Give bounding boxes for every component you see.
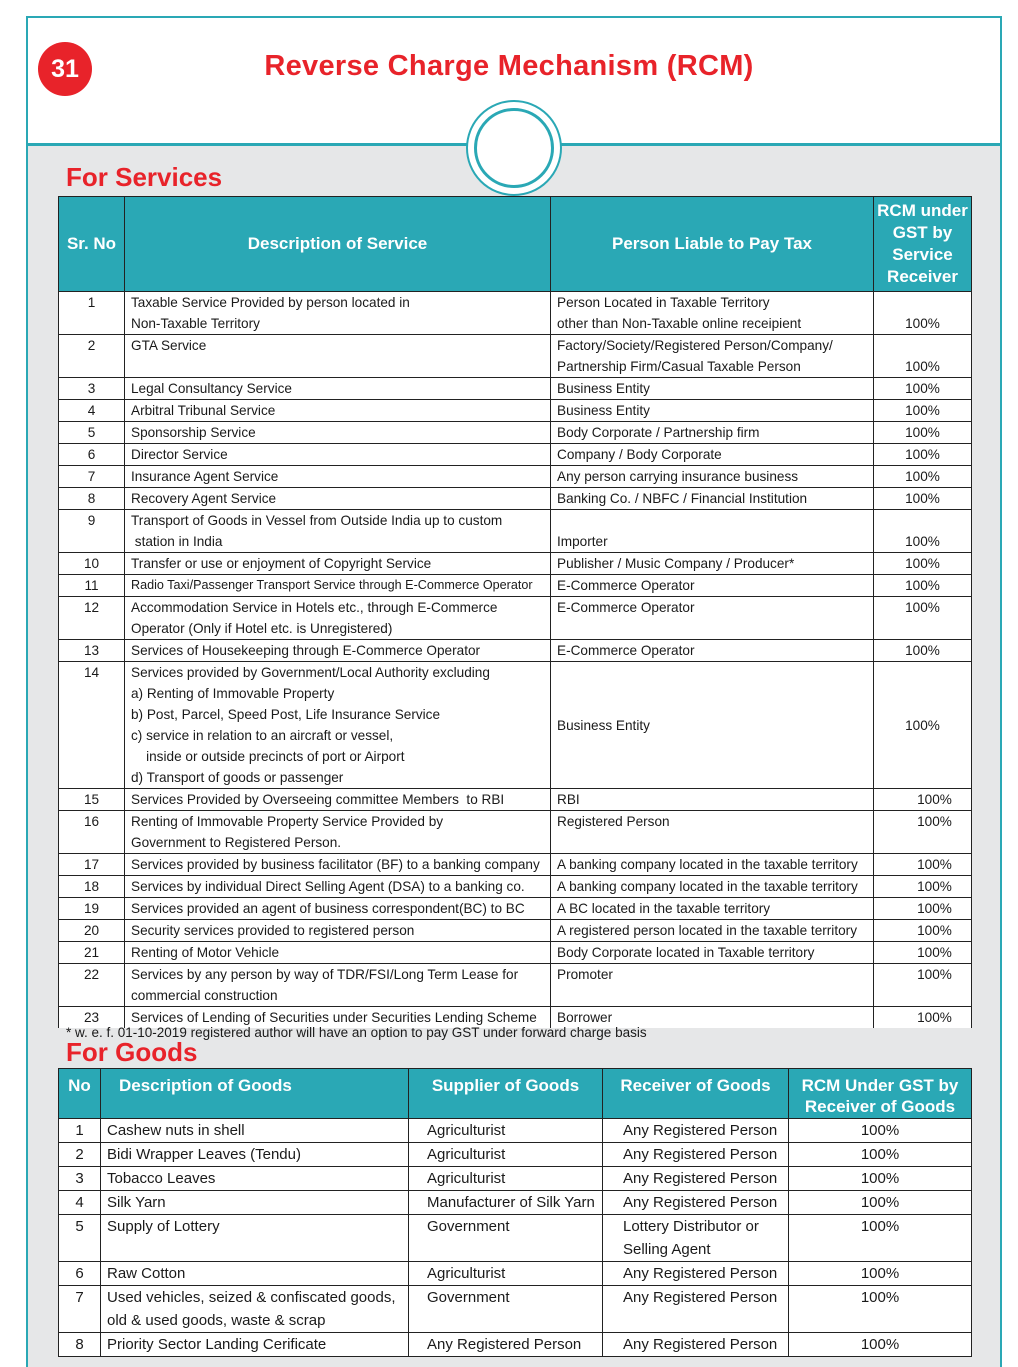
receiver-of-goods-line: Any Registered Person (623, 1170, 778, 1187)
person-liable-line: E-Commerce Operator (557, 578, 695, 593)
service-description-line: Radio Taxi/Passenger Transport Service through E-Commerce Operator (131, 578, 533, 592)
table-row (59, 1191, 972, 1215)
rcm-percentage: 100% (789, 1167, 972, 1191)
person-liable (551, 789, 874, 811)
person-liable-line: Business Entity (557, 403, 650, 418)
service-description-line: inside or outside precincts of port or Airport (131, 749, 405, 764)
person-liable-line: A registered person located in the taxable territory (557, 923, 857, 938)
row-number: 3 (59, 1167, 101, 1191)
services-section-title: For Services (66, 162, 223, 192)
person-liable (551, 876, 874, 898)
service-description (125, 510, 551, 553)
service-description (125, 854, 551, 876)
service-description (125, 400, 551, 422)
service-description-line: commercial construction (131, 988, 278, 1003)
service-description-line: Operator (Only if Hotel etc. is Unregistered) (131, 621, 393, 636)
services-table (58, 196, 972, 1028)
person-liable-line: Company / Body Corporate (557, 447, 722, 462)
service-description-line: Services provided an agent of business correspondent(BC) to BC (131, 901, 525, 916)
service-description (125, 942, 551, 964)
person-liable-line: Body Corporate located in Taxable territory (557, 945, 815, 960)
service-description (125, 575, 551, 597)
col-header-no: No (59, 1069, 101, 1119)
page-number-badge: 31 (38, 42, 92, 96)
person-liable (551, 942, 874, 964)
rcm-percentage: 100% (789, 1286, 972, 1333)
rcm-percentage: 100% (789, 1143, 972, 1167)
person-liable (551, 510, 874, 553)
person-liable-line: A banking company located in the taxable territory (557, 857, 858, 872)
service-description-line: Transport of Goods in Vessel from Outside India up to custom (131, 513, 503, 528)
receiver-of-goods-line: Any Registered Person (623, 1265, 778, 1282)
table-row (59, 1215, 972, 1262)
service-description-line: Government to Registered Person. (131, 835, 342, 850)
supplier-of-goods: Government (409, 1286, 603, 1333)
row-number: 7 (59, 1286, 101, 1333)
row-number: 10 (59, 553, 125, 575)
table-row (59, 1262, 972, 1286)
person-liable (551, 444, 874, 466)
rcm-percentage: 100% (874, 422, 972, 444)
person-liable-line: Publisher / Music Company / Producer* (557, 556, 795, 571)
service-description-line: Accommodation Service in Hotels etc., through E-Commerce (131, 600, 498, 615)
goods-description (101, 1262, 409, 1286)
person-liable-line: E-Commerce Operator (557, 600, 695, 615)
goods-description-line: Used vehicles, seized & confiscated goods, (107, 1289, 396, 1306)
rcm-percentage: 100% (874, 335, 972, 378)
person-liable-line: Banking Co. / NBFC / Financial Institution (557, 491, 808, 506)
row-number: 21 (59, 942, 125, 964)
goods-description (101, 1286, 409, 1333)
goods-description (101, 1167, 409, 1191)
rcm-percentage: 100% (874, 575, 972, 597)
table-row (59, 1143, 972, 1167)
person-liable-line: Registered Person (557, 814, 670, 829)
supplier-of-goods: Agriculturist (409, 1143, 603, 1167)
rcm-percentage: 100% (874, 597, 972, 640)
service-description-line: Services by any person by way of TDR/FSI/Long Term Lease for (131, 967, 519, 982)
row-number: 8 (59, 488, 125, 510)
service-description (125, 662, 551, 789)
service-description-line: Non-Taxable Territory (131, 316, 260, 331)
service-description-line: Sponsorship Service (131, 425, 256, 440)
row-number: 5 (59, 1215, 101, 1262)
supplier-of-goods: Agriculturist (409, 1119, 603, 1143)
row-number: 22 (59, 964, 125, 1007)
rcm-percentage: 100% (874, 640, 972, 662)
receiver-of-goods-line: Lottery Distributor or (623, 1218, 759, 1235)
decorative-ring-inner (474, 108, 554, 188)
row-number: 8 (59, 1333, 101, 1357)
service-description-line: b) Post, Parcel, Speed Post, Life Insurance Service (131, 707, 441, 722)
rcm-percentage: 100% (874, 898, 972, 920)
supplier-of-goods: Agriculturist (409, 1262, 603, 1286)
person-liable-line: Any person carrying insurance business (557, 469, 799, 484)
receiver-of-goods-line: Any Registered Person (623, 1194, 778, 1211)
goods-description-line: Raw Cotton (107, 1265, 186, 1282)
rcm-percentage: 100% (874, 964, 972, 1007)
row-number: 20 (59, 920, 125, 942)
col-header-supplier: Supplier of Goods (409, 1069, 603, 1119)
receiver-of-goods (603, 1333, 789, 1357)
col-header-sr-no: Sr. No (59, 197, 125, 292)
row-number: 3 (59, 378, 125, 400)
person-liable-line: A banking company located in the taxable territory (557, 879, 858, 894)
table-row (59, 942, 972, 964)
service-description (125, 466, 551, 488)
rcm-percentage: 100% (874, 942, 972, 964)
row-number: 12 (59, 597, 125, 640)
col-header-rcm-line: GST by (892, 223, 953, 242)
service-description-line: Renting of Motor Vehicle (131, 945, 280, 960)
goods-description-line: Silk Yarn (107, 1194, 166, 1211)
person-liable-line: E-Commerce Operator (557, 643, 695, 658)
rcm-percentage: 100% (874, 488, 972, 510)
service-description-line: Recovery Agent Service (131, 491, 277, 506)
person-liable (551, 597, 874, 640)
table-row (59, 510, 972, 553)
service-description-line: a) Renting of Immovable Property (131, 686, 335, 701)
table-row (59, 400, 972, 422)
table-row (59, 1286, 972, 1333)
goods-table-body (59, 1119, 972, 1357)
goods-description (101, 1333, 409, 1357)
receiver-of-goods (603, 1167, 789, 1191)
service-description (125, 292, 551, 335)
row-number: 19 (59, 898, 125, 920)
service-description-line: Insurance Agent Service (131, 469, 279, 484)
person-liable (551, 488, 874, 510)
service-description-line: Arbitral Tribunal Service (131, 403, 276, 418)
col-header-receiver: Receiver of Goods (603, 1069, 789, 1119)
person-liable (551, 400, 874, 422)
rcm-percentage: 100% (874, 400, 972, 422)
person-liable-line: RBI (557, 792, 580, 807)
person-liable (551, 335, 874, 378)
person-liable-line: Borrower (557, 1010, 613, 1025)
goods-description (101, 1215, 409, 1262)
rcm-percentage: 100% (874, 876, 972, 898)
service-description (125, 811, 551, 854)
table-row (59, 1167, 972, 1191)
row-number: 6 (59, 1262, 101, 1286)
service-description-line: Services of Housekeeping through E-Commerce Operator (131, 643, 481, 658)
table-row (59, 876, 972, 898)
person-liable-line: Partnership Firm/Casual Taxable Person (557, 359, 801, 374)
row-number: 2 (59, 335, 125, 378)
col-header-rcm-line: Receiver (887, 267, 958, 286)
service-description-line: Legal Consultancy Service (131, 381, 292, 396)
supplier-of-goods: Manufacturer of Silk Yarn (409, 1191, 603, 1215)
goods-description-line: Tobacco Leaves (107, 1170, 216, 1187)
receiver-of-goods-line: Any Registered Person (623, 1289, 778, 1306)
service-description-line: Services of Lending of Securities under Securities Lending Scheme (131, 1010, 537, 1025)
rcm-percentage: 100% (789, 1191, 972, 1215)
person-liable (551, 640, 874, 662)
goods-table (58, 1068, 972, 1357)
person-liable (551, 898, 874, 920)
service-description (125, 876, 551, 898)
col-header-goods-rcm-line: Receiver of Goods (804, 1097, 956, 1116)
goods-description-line: Priority Sector Landing Cerificate (107, 1336, 327, 1353)
rcm-percentage: 100% (874, 444, 972, 466)
rcm-percentage: 100% (874, 510, 972, 553)
goods-description-line: old & used goods, waste & scrap (107, 1312, 326, 1329)
rcm-percentage: 100% (874, 811, 972, 854)
row-number: 15 (59, 789, 125, 811)
person-liable (551, 811, 874, 854)
rcm-percentage: 100% (874, 789, 972, 811)
person-liable-line: Body Corporate / Partnership firm (557, 425, 760, 440)
rcm-percentage: 100% (874, 466, 972, 488)
col-header-person-liable: Person Liable to Pay Tax (551, 197, 874, 292)
rcm-percentage: 100% (874, 292, 972, 335)
table-row (59, 378, 972, 400)
row-number: 9 (59, 510, 125, 553)
table-row (59, 662, 972, 789)
table-row (59, 1333, 972, 1357)
col-header-description: Description of Service (125, 197, 551, 292)
rcm-percentage: 100% (789, 1215, 972, 1262)
col-header-goods-rcm (789, 1069, 972, 1119)
table-row (59, 292, 972, 335)
service-description (125, 422, 551, 444)
table-row (59, 640, 972, 662)
rcm-percentage: 100% (874, 553, 972, 575)
col-header-rcm-line: RCM under (877, 201, 968, 220)
person-liable-line: Importer (557, 534, 608, 549)
person-liable (551, 920, 874, 942)
service-description-line: Transfer or use or enjoyment of Copyright Service (131, 556, 432, 571)
col-header-rcm-line: Service (892, 245, 953, 264)
table-row (59, 335, 972, 378)
service-description (125, 488, 551, 510)
table-row (59, 811, 972, 854)
person-liable-line: Factory/Society/Registered Person/Company/ (557, 338, 833, 353)
supplier-of-goods: Agriculturist (409, 1167, 603, 1191)
table-row (59, 1119, 972, 1143)
table-row (59, 597, 972, 640)
receiver-of-goods (603, 1215, 789, 1262)
table-row (59, 553, 972, 575)
table-row (59, 920, 972, 942)
table-row (59, 466, 972, 488)
rcm-percentage: 100% (874, 378, 972, 400)
person-liable (551, 575, 874, 597)
col-header-goods-description: Description of Goods (101, 1069, 409, 1119)
receiver-of-goods (603, 1191, 789, 1215)
rcm-percentage: 100% (789, 1262, 972, 1286)
row-number: 5 (59, 422, 125, 444)
service-description-line: Security services provided to registered person (131, 923, 415, 938)
rcm-percentage: 100% (874, 920, 972, 942)
table-row (59, 964, 972, 1007)
rcm-percentage: 100% (789, 1119, 972, 1143)
service-description (125, 964, 551, 1007)
person-liable (551, 422, 874, 444)
person-liable-line: A BC located in the taxable territory (557, 901, 771, 916)
page-title: Reverse Charge Mechanism (RCM) (264, 50, 754, 82)
row-number: 4 (59, 1191, 101, 1215)
row-number: 6 (59, 444, 125, 466)
service-description (125, 335, 551, 378)
row-number: 16 (59, 811, 125, 854)
rcm-percentage: 100% (874, 1007, 972, 1029)
goods-description-line: Bidi Wrapper Leaves (Tendu) (107, 1146, 301, 1163)
goods-description-line: Supply of Lottery (107, 1218, 220, 1235)
service-description (125, 444, 551, 466)
person-liable (551, 662, 874, 789)
col-header-goods-rcm-line: RCM Under GST by (801, 1076, 959, 1095)
row-number: 23 (59, 1007, 125, 1029)
row-number: 4 (59, 400, 125, 422)
row-number: 2 (59, 1143, 101, 1167)
row-number: 17 (59, 854, 125, 876)
service-description (125, 553, 551, 575)
service-description-line: d) Transport of goods or passenger (131, 770, 344, 785)
footnote: * w. e. f. 01-10-2019 registered author will have an option to pay GST under forward charge basis (66, 1025, 647, 1040)
service-description-line: Services by individual Direct Selling Agent (DSA) to a banking co. (131, 879, 525, 894)
receiver-of-goods-line: Selling Agent (623, 1241, 711, 1258)
receiver-of-goods (603, 1119, 789, 1143)
table-row (59, 422, 972, 444)
receiver-of-goods-line: Any Registered Person (623, 1146, 778, 1163)
person-liable (551, 378, 874, 400)
row-number: 7 (59, 466, 125, 488)
supplier-of-goods: Any Registered Person (409, 1333, 603, 1357)
receiver-of-goods (603, 1262, 789, 1286)
goods-description (101, 1143, 409, 1167)
person-liable-line: other than Non-Taxable online receipient (557, 316, 802, 331)
supplier-of-goods: Government (409, 1215, 603, 1262)
person-liable-line: Promoter (557, 967, 613, 982)
service-description (125, 597, 551, 640)
service-description-line: Services Provided by Overseeing committee Members to RBI (131, 792, 505, 807)
service-description (125, 898, 551, 920)
service-description-line: Director Service (131, 447, 228, 462)
person-liable (551, 553, 874, 575)
row-number: 13 (59, 640, 125, 662)
person-liable-line: Business Entity (557, 717, 650, 733)
person-liable-line: Person Located in Taxable Territory (557, 295, 770, 310)
service-description-line: GTA Service (131, 338, 207, 353)
goods-description-line: Cashew nuts in shell (107, 1122, 245, 1139)
row-number: 11 (59, 575, 125, 597)
service-description-line: c) service in relation to an aircraft or vessel, (131, 728, 394, 743)
rcm-percentage: 100% (874, 854, 972, 876)
table-row (59, 575, 972, 597)
row-number: 1 (59, 292, 125, 335)
services-table-body (59, 292, 972, 1029)
goods-description (101, 1191, 409, 1215)
goods-section-title: For Goods (66, 1037, 198, 1067)
col-header-rcm (874, 197, 972, 292)
receiver-of-goods-line: Any Registered Person (623, 1122, 778, 1139)
person-liable (551, 854, 874, 876)
table-row (59, 898, 972, 920)
rcm-percentage: 100% (789, 1333, 972, 1357)
table-row (59, 488, 972, 510)
service-description-line: station in India (131, 534, 223, 549)
receiver-of-goods (603, 1286, 789, 1333)
row-number: 1 (59, 1119, 101, 1143)
service-description (125, 378, 551, 400)
service-description-line: Services provided by Government/Local Authority excluding (131, 665, 490, 680)
table-row (59, 444, 972, 466)
person-liable (551, 292, 874, 335)
service-description-line: Taxable Service Provided by person located in (131, 295, 410, 310)
receiver-of-goods-line: Any Registered Person (623, 1336, 778, 1353)
table-row (59, 854, 972, 876)
person-liable-line: Business Entity (557, 381, 650, 396)
person-liable-line (557, 510, 867, 531)
service-description-line: Services provided by business facilitator (BF) to a banking company (131, 857, 540, 872)
service-description (125, 789, 551, 811)
service-description-line: Renting of Immovable Property Service Provided by (131, 814, 444, 829)
service-description (125, 640, 551, 662)
receiver-of-goods (603, 1143, 789, 1167)
service-description (125, 920, 551, 942)
row-number: 14 (59, 662, 125, 789)
row-number: 18 (59, 876, 125, 898)
goods-description (101, 1119, 409, 1143)
person-liable (551, 466, 874, 488)
person-liable (551, 964, 874, 1007)
table-row (59, 789, 972, 811)
rcm-percentage: 100% (874, 662, 972, 789)
